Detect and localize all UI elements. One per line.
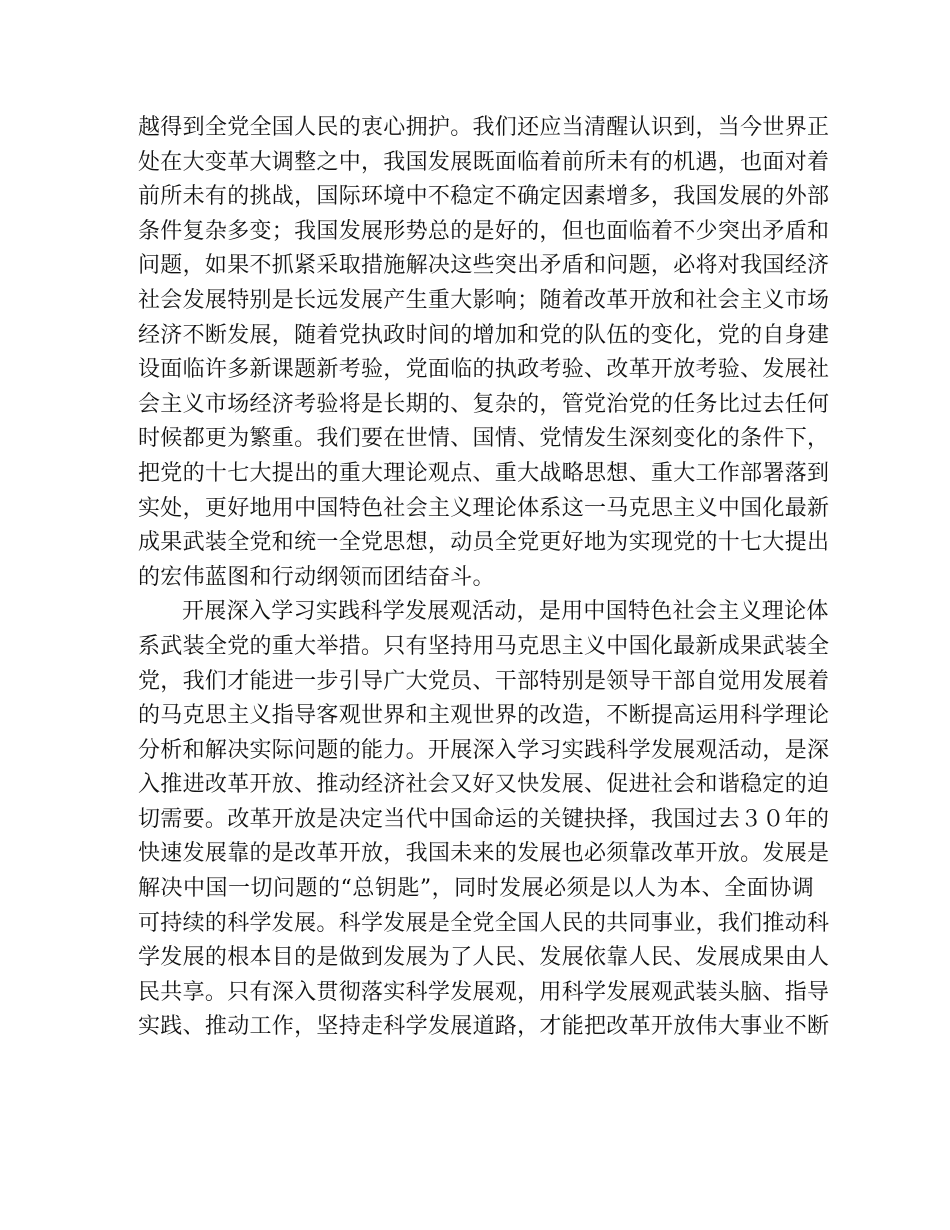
text-line: 的宏伟蓝图和行动纲领而团结奋斗。 (138, 564, 495, 590)
text-line: 社会发展特别是长远发展产生重大影响；随着改革开放和社会主义市场 (138, 287, 830, 313)
text-line: 问题，如果不抓紧采取措施解决这些突出矛盾和问题，必将对我国经济 (138, 253, 830, 279)
text-line: 开展深入学习实践科学发展观活动，是用中国特色社会主义理论体 (182, 599, 829, 625)
text-line: 经济不断发展，随着党执政时间的增加和党的队伍的变化，党的自身建 (138, 322, 830, 348)
text-line: 学发展的根本目的是做到发展为了人民、发展依靠人民、发展成果由人 (138, 945, 830, 971)
text-line: 越得到全党全国人民的衷心拥护。我们还应当清醒认识到，当今世界正 (138, 115, 830, 140)
text-line: 实处，更好地用中国特色社会主义理论体系这一马克思主义中国化最新 (138, 495, 830, 521)
text-line: 切需要。改革开放是决定当代中国命运的关键抉择，我国过去３０年的 (138, 806, 830, 832)
text-line: 成果武装全党和统一全党思想，动员全党更好地为实现党的十七大提出 (138, 530, 830, 556)
text-line: 把党的十七大提出的重大理论观点、重大战略思想、重大工作部署落到 (138, 460, 830, 486)
text-line: 设面临许多新课题新考验，党面临的执政考验、改革开放考验、发展社 (138, 357, 830, 383)
text-line: 会主义市场经济考验将是长期的、复杂的，管党治党的任务比过去任何 (138, 391, 830, 417)
paragraph (138, 111, 830, 595)
body-text (138, 111, 830, 1045)
text-line: 前所未有的挑战，国际环境中不稳定不确定因素增多，我国发展的外部 (138, 184, 830, 210)
text-line: 系武装全党的重大举措。只有坚持用马克思主义中国化最新成果武装全 (138, 633, 830, 659)
text-line: 快速发展靠的是改革开放，我国未来的发展也必须靠改革开放。发展是 (138, 841, 830, 867)
text-line: 解决中国一切问题的“总钥匙”，同时发展必须是以人为本、全面协调 (138, 876, 814, 902)
text-line: 分析和解决实际问题的能力。开展深入学习实践科学发展观活动，是深 (138, 737, 830, 763)
text-line: 的马克思主义指导客观世界和主观世界的改造，不断提高运用科学理论 (138, 703, 830, 729)
text-line: 可持续的科学发展。科学发展是全党全国人民的共同事业，我们推动科 (138, 910, 830, 936)
paragraph (138, 595, 830, 1045)
text-line: 实践、推动工作，坚持走科学发展道路，才能把改革开放伟大事业不断 (138, 1014, 830, 1040)
text-line: 条件复杂多变；我国发展形势总的是好的，但也面临着不少突出矛盾和 (138, 218, 830, 244)
text-line: 时候都更为繁重。我们要在世情、国情、党情发生深刻变化的条件下， (138, 426, 830, 452)
text-line: 民共享。只有深入贯彻落实科学发展观，用科学发展观武装头脑、指导 (138, 979, 830, 1005)
text-line: 入推进改革开放、推动经济社会又好又快发展、促进社会和谐稳定的迫 (138, 772, 830, 798)
text-line: 处在大变革大调整之中，我国发展既面临着前所未有的机遇，也面对着 (138, 149, 830, 175)
text-line: 党，我们才能进一步引导广大党员、干部特别是领导干部自觉用发展着 (138, 668, 830, 694)
